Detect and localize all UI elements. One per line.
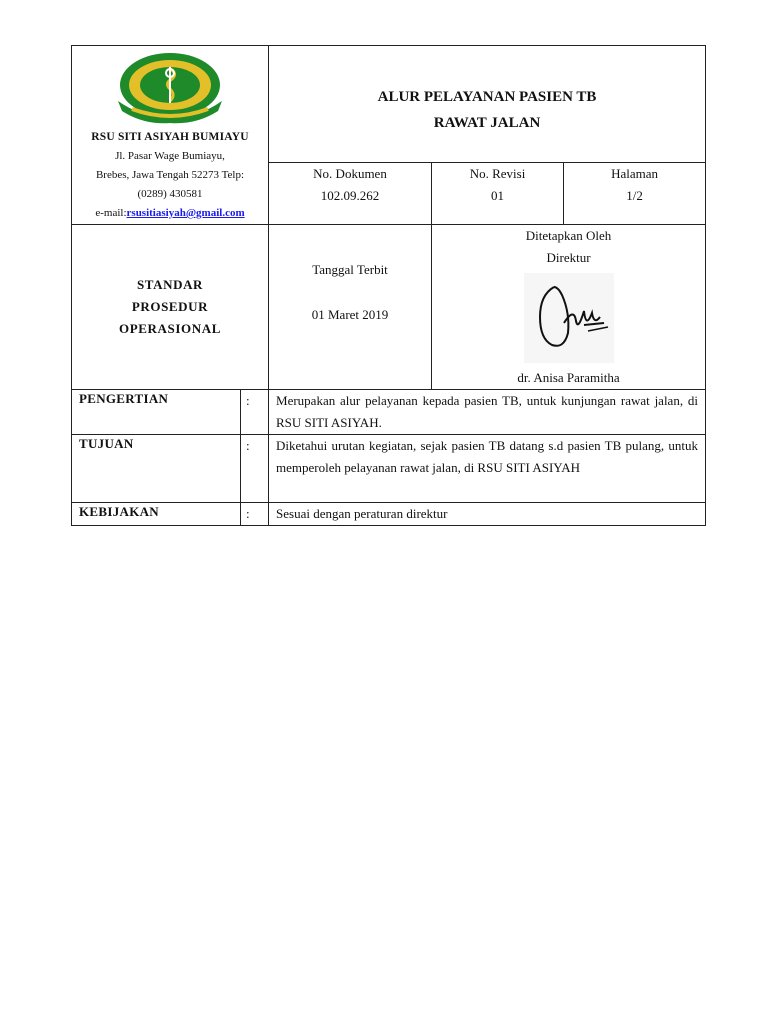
issue-date-label: Tanggal Terbit <box>312 262 388 277</box>
table-row <box>72 390 706 435</box>
address-line-2: Brebes, Jawa Tengah 52273 Telp: <box>95 169 245 181</box>
hospital-logo <box>72 46 268 128</box>
table-row <box>72 435 706 503</box>
issue-date-value: 01 Maret 2019 <box>311 307 389 322</box>
row-label-pengertian: PENGERTIAN <box>72 390 241 435</box>
email-line <box>72 204 268 223</box>
hospital-crest-logo-icon <box>114 51 226 125</box>
row-colon: : <box>241 390 269 435</box>
page-cell <box>564 163 706 225</box>
row-colon: : <box>241 435 269 503</box>
row-label-kebijakan: KEBIJAKAN <box>72 503 241 526</box>
hospital-name: RSU SITI ASIYAH BUMIAYU <box>91 131 249 143</box>
row-colon: : <box>241 503 269 526</box>
doc-number-value: 102.09.262 <box>320 188 380 203</box>
revision-cell <box>432 163 564 225</box>
row-text-tujuan: Diketahui urutan kegiatan, sejak pasien TB datang s.d pasien TB pulang, untuk memperoleh pelayanan rawat jalan, di RSU SITI ASIYAH <box>269 435 706 503</box>
email-link[interactable]: rsusitiasiyah@gmail.com <box>126 207 245 219</box>
hospital-info-cell <box>72 46 269 225</box>
doc-number-label: No. Dokumen <box>313 166 387 181</box>
email-prefix: e-mail: <box>95 207 127 219</box>
table-row <box>72 503 706 526</box>
page-value: 1/2 <box>626 188 643 203</box>
document-title-line-1: ALUR PELAYANAN PASIEN TB <box>377 89 597 105</box>
page-label: Halaman <box>611 166 658 181</box>
revision-value: 01 <box>491 188 505 203</box>
issue-date-cell <box>269 225 432 390</box>
approved-by-label: Ditetapkan Oleh <box>525 228 612 243</box>
signature-image <box>524 273 614 363</box>
approval-cell <box>432 225 706 390</box>
phone-number: (0289) 430581 <box>137 188 203 200</box>
row-text-pengertian: Merupakan alur pelayanan kepada pasien TB, untuk kunjungan rawat jalan, di RSU SITI ASIYAH. <box>269 390 706 435</box>
row-label-tujuan: TUJUAN <box>72 435 241 503</box>
row-text-kebijakan: Sesuai dengan peraturan direktur <box>269 503 706 526</box>
signatory-name: dr. Anisa Paramitha <box>517 370 620 385</box>
position-label: Direktur <box>546 250 591 265</box>
signature-icon <box>524 273 614 363</box>
document-title-line-2: RAWAT JALAN <box>433 115 541 131</box>
address-line-1: Jl. Pasar Wage Bumiayu, <box>115 150 225 162</box>
doc-number-cell <box>269 163 432 225</box>
sop-label-line-3: OPERASIONAL <box>119 321 221 336</box>
sop-document <box>71 45 705 526</box>
sop-label-cell <box>72 225 269 390</box>
sop-label-line-1: STANDAR <box>136 277 204 292</box>
sop-table <box>71 45 706 526</box>
document-title-cell <box>269 46 706 163</box>
revision-label: No. Revisi <box>469 166 526 181</box>
sop-label-line-2: PROSEDUR <box>131 299 209 314</box>
